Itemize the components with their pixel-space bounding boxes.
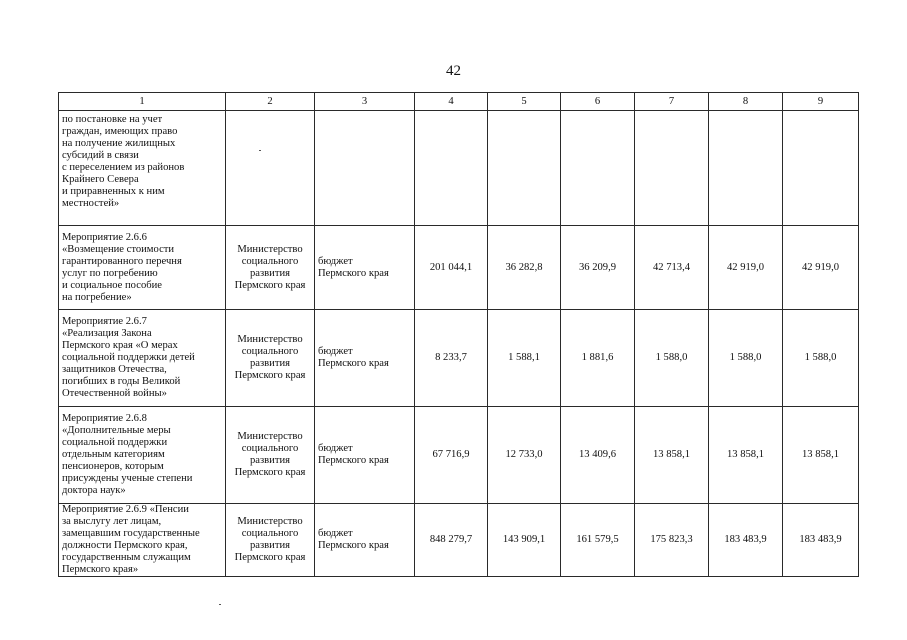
value-cell: 42 919,0 — [783, 226, 859, 310]
table-row — [59, 310, 859, 407]
header-cell: 9 — [783, 93, 859, 111]
value-cell: 36 209,9 — [561, 226, 635, 310]
scan-speck — [259, 150, 261, 151]
measure-name: Мероприятие 2.6.6 «Возмещение стоимости гарантированного перечня услуг по погребению и социальное пособие на погребение» — [62, 231, 182, 303]
header-cell: 1 — [59, 93, 226, 111]
header-cell: 2 — [226, 93, 315, 111]
value-cell: 848 279,7 — [415, 504, 488, 577]
value-cell — [415, 111, 488, 226]
executor-cell — [226, 226, 315, 310]
value-cell: 13 858,1 — [709, 407, 783, 504]
value-cell: 143 909,1 — [488, 504, 561, 577]
executor-cell — [226, 504, 315, 577]
value-cell — [709, 111, 783, 226]
value-cell: 1 588,1 — [488, 310, 561, 407]
value-cell: 12 733,0 — [488, 407, 561, 504]
header-cell: 6 — [561, 93, 635, 111]
value-cell: 183 483,9 — [709, 504, 783, 577]
source-cell — [315, 310, 415, 407]
measure-name-cell — [59, 111, 226, 226]
source-cell — [315, 111, 415, 226]
source-cell — [315, 226, 415, 310]
value-cell: 13 858,1 — [635, 407, 709, 504]
value-cell: 13 858,1 — [783, 407, 859, 504]
header-cell: 7 — [635, 93, 709, 111]
value-cell — [488, 111, 561, 226]
source-cell — [315, 407, 415, 504]
executor-cell — [226, 111, 315, 226]
value-cell — [635, 111, 709, 226]
program-funding-table — [58, 92, 859, 577]
table-row — [59, 504, 859, 577]
scan-speck — [219, 604, 221, 605]
measure-name: Мероприятие 2.6.9 «Пенсии за выслугу лет лицам, замещавшим государственные должности Пермского края, государственным служащим Пермского края» — [62, 504, 200, 575]
measure-name-cell — [59, 226, 226, 310]
value-cell: 201 044,1 — [415, 226, 488, 310]
measure-name-cell — [59, 310, 226, 407]
value-cell: 1 588,0 — [709, 310, 783, 407]
measure-name: Мероприятие 2.6.7 «Реализация Закона Пермского края «О мерах социальной поддержки детей защитников Отечества, погибших в годы Великой Отечественной войны» — [62, 316, 195, 399]
executor: Министерство социального развития Пермского края — [234, 334, 306, 381]
header-cell: 3 — [315, 93, 415, 111]
measure-name: Мероприятие 2.6.8 «Дополнительные меры социальной поддержки отдельным категориям пенсионеров, которым присуждены ученые степени доктора наук» — [62, 413, 193, 496]
executor-cell — [226, 407, 315, 504]
measure-name-cell — [59, 504, 226, 577]
value-cell: 42 919,0 — [709, 226, 783, 310]
executor: Министерство социального развития Пермского края — [234, 431, 306, 478]
measure-name-cell — [59, 407, 226, 504]
value-cell: 13 409,6 — [561, 407, 635, 504]
value-cell: 67 716,9 — [415, 407, 488, 504]
value-cell: 1 588,0 — [783, 310, 859, 407]
value-cell — [561, 111, 635, 226]
value-cell: 1 588,0 — [635, 310, 709, 407]
value-cell: 8 233,7 — [415, 310, 488, 407]
executor: Министерство социального развития Пермского края — [234, 243, 306, 291]
header-cell: 5 — [488, 93, 561, 111]
value-cell — [783, 111, 859, 226]
table-header-row — [59, 93, 859, 111]
value-cell: 36 282,8 — [488, 226, 561, 310]
executor-cell — [226, 310, 315, 407]
table-row — [59, 407, 859, 504]
table-row — [59, 226, 859, 310]
funding-source: бюджет Пермского края — [318, 443, 389, 466]
value-cell: 183 483,9 — [783, 504, 859, 577]
measure-name: по постановке на учет граждан, имеющих право на получение жилищных субсидий в связи с переселением из районов Крайнего Севера и приравненных к ним местностей» — [62, 114, 185, 209]
page-number: 42 — [446, 63, 461, 79]
value-cell: 42 713,4 — [635, 226, 709, 310]
value-cell: 175 823,3 — [635, 504, 709, 577]
table-row — [59, 111, 859, 226]
header-cell: 8 — [709, 93, 783, 111]
source-cell — [315, 504, 415, 577]
funding-source: бюджет Пермского края — [318, 528, 389, 551]
value-cell: 161 579,5 — [561, 504, 635, 577]
value-cell: 1 881,6 — [561, 310, 635, 407]
funding-source: бюджет Пермского края — [318, 255, 389, 279]
executor: Министерство социального развития Пермского края — [234, 516, 306, 563]
header-cell: 4 — [415, 93, 488, 111]
funding-source: бюджет Пермского края — [318, 346, 389, 369]
